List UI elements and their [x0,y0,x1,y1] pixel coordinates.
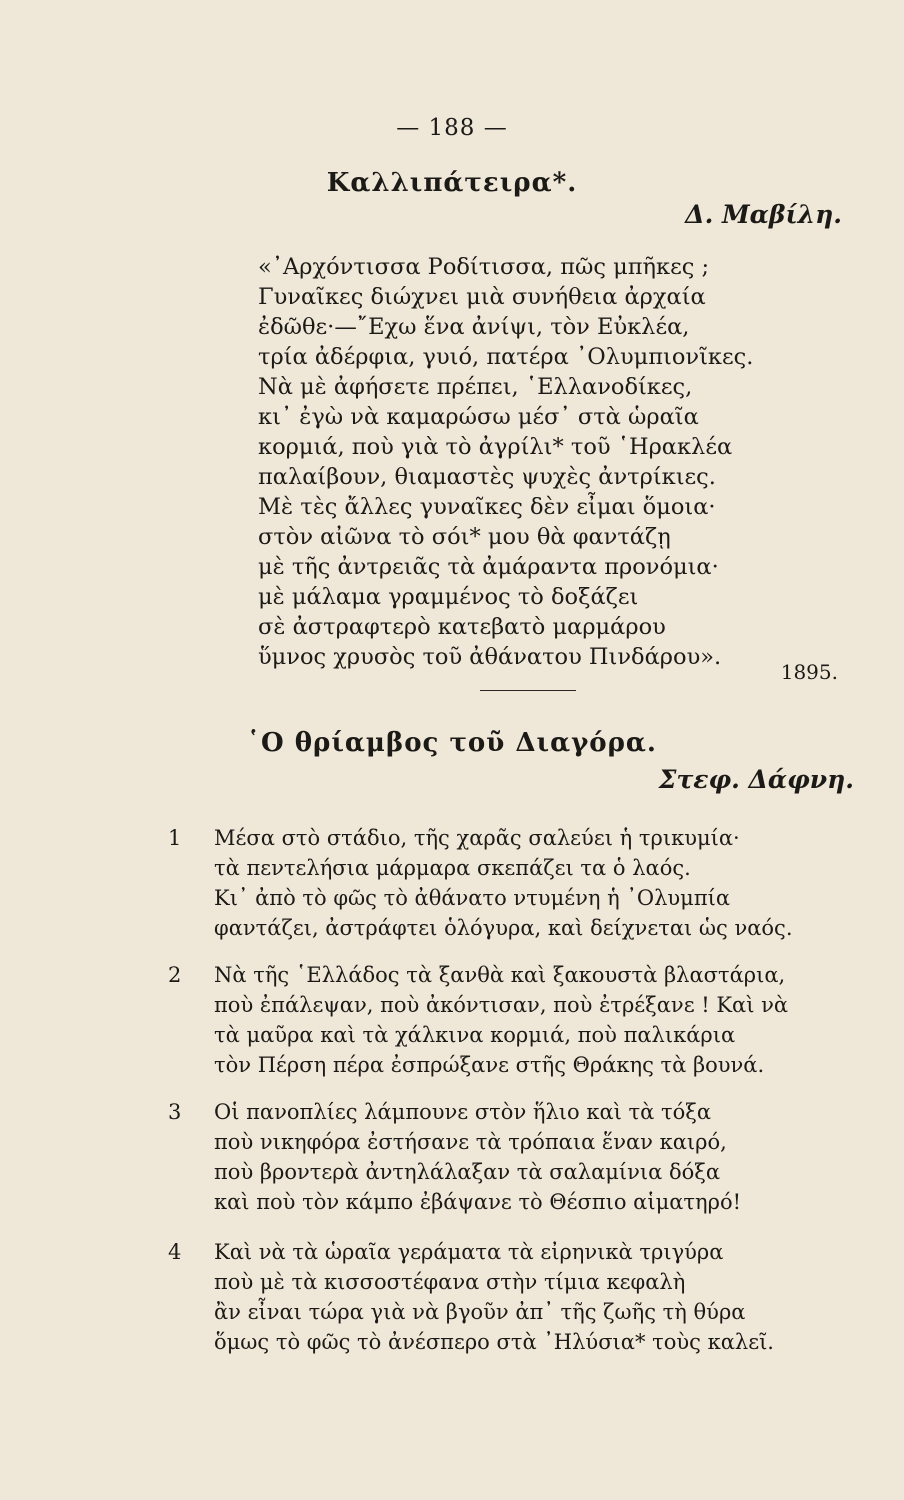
poem-line: ποὺ νικηφόρα ἐστήσανε τὰ τρόπαια ἕναν καιρό, [214,1130,727,1154]
page-number: — 188 — [396,115,508,141]
poem-line: ἐδῶθε·—῎Εχω ἕνα ἀνίψι, τὸν Εὐκλέα, [258,314,690,340]
poem-line: «᾿Αρχόντισσα Ροδίτισσα, πῶς μπῆκες ; [258,254,710,280]
poem-line: ὕμνος χρυσὸς τοῦ ἀθάνατου Πινδάρου». [258,644,722,670]
poem-line: φαντάζει, ἀστράφτει ὁλόγυρα, καὶ δείχνεται ὡς ναός. [214,916,793,940]
poem-line: καὶ ποὺ τὸν κάμπο ἐβάψανε τὸ Θέσπιο αἱματηρό! [214,1190,742,1214]
stanza-number: 3 [168,1100,182,1124]
poem-line: κι᾿ ἐγὼ νὰ καμαρώσω μέσ᾿ στὰ ὡραῖα [258,404,699,430]
stanza-number: 2 [168,963,182,987]
stanza-3 [214,1097,741,1217]
poem-line: ἂν εἶναι τώρα γιὰ νὰ βγοῦν ἀπ᾿ τῆς ζωῆς τὴ θύρα [214,1300,746,1324]
poem-line: τὰ πεντελήσια μάρμαρα σκεπάζει τα ὁ λαός. [214,856,691,880]
poem-line: στὸν αἰῶνα τὸ σόι* μου θὰ φαντάζῃ [258,524,671,550]
poem-line: Νὰ μὲ ἀφήσετε πρέπει, ῾Ελλανοδίκες, [258,374,693,400]
poem-line: τὰ μαῦρα καὶ τὰ χάλκινα κορμιά, ποὺ παλικάρια [214,1023,736,1047]
poem-line: ποὺ ἐπάλεψαν, ποὺ ἀκόντισαν, ποὺ ἐτρέξανε ! Καὶ νὰ [214,993,789,1017]
poem-line: σὲ ἀστραφτερὸ κατεβατὸ μαρμάρου [258,614,666,640]
poem-line: κορμιά, ποὺ γιὰ τὸ ἀγρίλι* τοῦ ῾Ηρακλέα [258,434,733,460]
poem1-title: Καλλιπάτειρα*. [326,168,578,198]
poem-line: Γυναῖκες διώχνει μιὰ συνήθεια ἀρχαία [258,284,706,310]
poem-line: μὲ μάλαμα γραμμένος τὸ δοξάζει [258,584,639,610]
poem2-author: Στεφ. Δάφνη. [658,765,854,794]
section-divider [480,690,576,691]
poem-line: ὅμως τὸ φῶς τὸ ἀνέσπερο στὰ ᾿Ηλύσια* τοὺς καλεῖ. [214,1330,774,1354]
poem-line: τὸν Πέρση πέρα ἐσπρώξανε στῆς Θράκης τὰ βουνά. [214,1053,765,1077]
poem-line: Κι᾿ ἀπὸ τὸ φῶς τὸ ἀθάνατο ντυμένη ἡ ᾿Ολυμπία [214,886,731,910]
poem-line: παλαίβουν, θιαμαστὲς ψυχὲς ἀντρίκιες. [258,464,716,490]
poem-line: ποὺ μὲ τὰ κισσοστέφανα στὴν τίμια κεφαλὴ [214,1270,686,1294]
poem-line: μὲ τῆς ἀντρειᾶς τὰ ἀμάραντα προνόμια· [258,554,719,580]
poem1-year: 1895. [780,660,838,684]
stanza-number: 4 [168,1240,182,1264]
poem-line: Μὲ τὲς ἄλλες γυναῖκες δὲν εἶμαι ὅμοια· [258,494,716,520]
stanza-4 [214,1237,774,1357]
poem-line: τρία ἀδέρφια, γυιό, πατέρα ᾿Ολυμπιονῖκες. [258,344,754,370]
poem2-title: ῾Ο θρίαμβος τοῦ Διαγόρα. [247,728,657,758]
stanza-number: 1 [168,826,182,850]
poem-line: Νὰ τῆς ῾Ελλάδος τὰ ξανθὰ καὶ ξακουστὰ βλαστάρια, [214,963,786,987]
stanza-1 [214,823,793,943]
poem-line: Μέσα στὸ στάδιο, τῆς χαρᾶς σαλεύει ἡ τρικυμία· [214,826,740,850]
poem-line: Οἱ πανοπλίες λάμπουνε στὸν ἥλιο καὶ τὰ τόξα [214,1100,712,1124]
poem1-author: Δ. Μαβίλη. [685,200,842,229]
poem-line: ποὺ βροντερὰ ἀντηλάλαξαν τὰ σαλαμίνια δόξα [214,1160,721,1184]
poem1-body [258,252,753,672]
poem-line: Καὶ νὰ τὰ ὡραῖα γεράματα τὰ εἰρηνικὰ τριγύρα [214,1240,724,1264]
stanza-2 [214,960,788,1080]
